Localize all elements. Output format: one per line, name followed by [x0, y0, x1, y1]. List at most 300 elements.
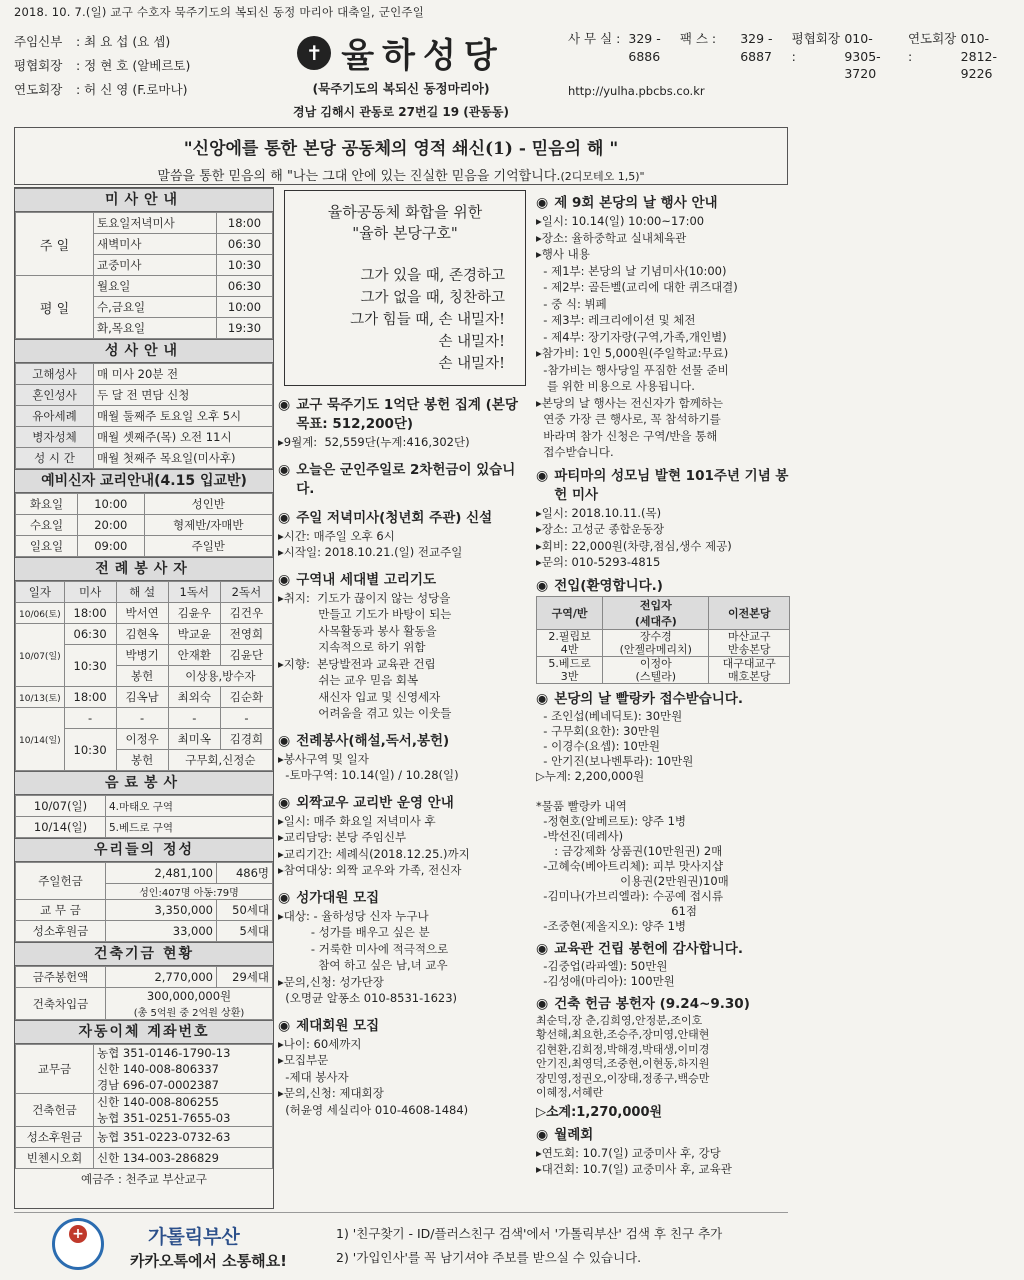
server-commentator: 김옥남 [116, 687, 168, 708]
notice-heading [278, 461, 532, 499]
class-day: 일요일 [16, 536, 78, 557]
server-date: 10/13(토) [16, 687, 65, 708]
notice-line: - 이경수(요셉): 10만원 [536, 738, 661, 753]
sacrament-row [16, 427, 273, 448]
bullet-icon: ◉ [536, 1126, 549, 1143]
notice-line: -조중현(제올지오): 양주 1병 [536, 918, 687, 933]
notice-block [278, 509, 532, 561]
servers-col-header: 2독서 [220, 582, 272, 603]
notice-heading [536, 940, 790, 959]
offering-amount: 3,350,000 [106, 900, 217, 921]
sacrament-name: 유아세례 [16, 406, 94, 427]
transfer-col-header: 구역/반 [537, 596, 603, 629]
notice-line: 어려움을 겪고 있는 이웃들 [278, 706, 452, 720]
building-fund-table [15, 966, 273, 1020]
notice-title: 구역내 세대별 고리기도 [296, 571, 437, 588]
server-offering: 구무회,신정순 [168, 750, 272, 771]
mass-time: 06:30 [217, 234, 273, 255]
header-info-row [14, 54, 269, 78]
mass-name: 교중미사 [94, 255, 217, 276]
notice-heading [278, 889, 532, 908]
notice-title: 오늘은 군인주일로 2차헌금이 있습니다. [296, 461, 516, 497]
donor-line: 황선해,최요한,조승주,장미영,안태현 [536, 1028, 710, 1041]
account-number: 신한 134-003-286829 [97, 1151, 219, 1165]
notice-title: 전례봉사(해설,독서,봉헌) [296, 732, 450, 749]
account-numbers [94, 1148, 273, 1169]
donor-total: ▷소계:1,270,000원 [536, 1104, 663, 1120]
notice-line: ▸교리기간: 세례식(2018.12.25.)까지 [278, 846, 470, 861]
notice-heading [278, 732, 532, 751]
notice-line: 바라며 참가 신청은 구역/반을 통해 [536, 428, 718, 443]
server-commentator: 김현옥 [116, 624, 168, 645]
notice-line: ▸문의: 010-5293-4815 [536, 555, 661, 569]
transfer-cell: 2.필립보 4반 [537, 629, 603, 656]
transfer-cell: 대구대교구 매호본당 [709, 656, 790, 683]
logo-title: 가톨릭부산 [148, 1226, 240, 1248]
account-table [15, 1044, 273, 1169]
notice-line: 지속적으로 하기 위함 [278, 640, 426, 654]
server-commentator: 박서연 [116, 603, 168, 624]
class-name: 형제반/자매반 [144, 515, 272, 536]
account-title: 자동이체 계좌번호 [15, 1020, 273, 1044]
notice-line: 이용권(2만원권)10매 [536, 873, 729, 888]
server-date: 10/07(일) [16, 624, 65, 687]
building-row [16, 967, 273, 988]
notice-line: -정현호(알베르토): 양주 1병 [536, 813, 687, 828]
notice-block [536, 690, 790, 934]
account-name: 성소후원금 [16, 1127, 94, 1148]
motto-line2: "율하 본당구호" [352, 224, 458, 242]
slogan-banner [14, 127, 788, 185]
notice-line: ▸일시: 10.14(일) 10:00~17:00 [536, 214, 705, 228]
notice-title: 건축 헌금 봉헌자 (9.24~9.30) [554, 995, 750, 1012]
notice-block [536, 194, 790, 461]
servers-col-header: 일자 [16, 582, 65, 603]
notice-line: -김미나(가브리엘라): 수공예 접시류 [536, 888, 724, 903]
account-row [16, 1148, 273, 1169]
notice-heading [536, 1126, 790, 1145]
sacrament-name: 혼인성사 [16, 385, 94, 406]
bullet-icon: ◉ [536, 690, 549, 707]
info-value: : 허 신 영 (F.로마나) [76, 82, 188, 97]
server-commentator: 박병기 [116, 645, 168, 666]
account-name: 교무금 [16, 1045, 94, 1094]
notice-line: ▸일시: 2018.10.11.(목) [536, 505, 662, 520]
notice-line: -참가비는 행사당일 푸짐한 선물 준비 [536, 362, 729, 377]
transfer-cell: 이정아 (스텔라) [603, 656, 709, 683]
notice-title: 전입(환영합니다.) [554, 577, 663, 594]
notice-line: ▸대상: - 율하성당 신자 누구나 [278, 908, 429, 923]
beverage-group: 5.베드로 구역 [106, 817, 273, 838]
notice-line: -토마구역: 10.14(일) / 10.28(일) [278, 768, 459, 782]
notice-title: 파티마의 성모님 발현 101주년 기념 봉헌 미사 [554, 467, 789, 503]
building-name: 건축차입금 [16, 988, 106, 1020]
beverage-row [16, 817, 273, 838]
bullet-icon: ◉ [278, 794, 291, 811]
offering-count: 50세대 [217, 900, 273, 921]
sacrament-detail: 매월 둘째주 토요일 오후 5시 [94, 406, 273, 427]
notice-line: 61점 [536, 903, 697, 918]
notice-heading [278, 1017, 532, 1036]
notice-title: 본당의 날 빨랑카 접수받습니다. [554, 690, 743, 707]
notice-heading [278, 396, 532, 434]
beverage-row [16, 796, 273, 817]
server-reader1: 박교윤 [168, 624, 220, 645]
server-mass: - [64, 708, 116, 729]
servers-header [16, 582, 273, 603]
bullet-icon: ◉ [278, 461, 291, 478]
bullet-icon: ◉ [536, 577, 549, 594]
contact-value: 329 - 6887 [740, 31, 773, 64]
sacrament-row [16, 448, 273, 469]
motto-line1: 율하공동체 화합을 위한 [327, 203, 483, 221]
mass-time: 10:00 [217, 297, 273, 318]
beverage-table [15, 795, 273, 838]
notice-line: 연중 가장 큰 행사로, 꼭 참석하기를 [536, 412, 721, 426]
notice-line: ▸장소: 율하중학교 실내체육관 [536, 230, 687, 245]
server-mass: 18:00 [64, 687, 116, 708]
server-commentator: - [116, 708, 168, 729]
donor-line: 이혜정,서혜란 [536, 1086, 604, 1099]
parish-motto-box [284, 190, 526, 386]
server-mass: 06:30 [64, 624, 116, 645]
header-info-row [14, 78, 269, 102]
parish-url[interactable]: http://yulha.pbcbs.co.kr [568, 83, 705, 98]
bullet-icon: ◉ [536, 195, 549, 211]
notice-line: - 중 식: 뷔페 [536, 296, 607, 311]
transfer-cell: 마산교구 반송본당 [709, 629, 790, 656]
notice-title: 교육관 건립 봉헌에 감사합니다. [554, 940, 743, 957]
notice-line: ▸봉사구역 및 일자 [278, 751, 369, 766]
account-number: 농협 351-0223-0732-63 [97, 1130, 231, 1144]
server-mass: 18:00 [64, 603, 116, 624]
sacrament-row [16, 364, 273, 385]
transfer-col-header: 전입자 (세대주) [603, 596, 709, 629]
cross-icon: ✝ [297, 36, 331, 70]
notice-line: (오명균 알퐁소 010-8531-1623) [278, 991, 458, 1005]
account-number: 농협 351-0251-7655-03 [97, 1111, 231, 1125]
beverage-title: 음료봉사 [15, 771, 273, 795]
mass-group: 주 일 [16, 213, 94, 276]
class-time: 10:00 [78, 494, 145, 515]
transfer-cell: 5.베드로 3반 [537, 656, 603, 683]
offering-breakdown: 성인:407명 아동:79명 [106, 884, 273, 900]
donor-line: 장민영,정권오,이장태,정종구,백승만 [536, 1071, 710, 1085]
transfer-row [537, 656, 790, 683]
notice-line: -박선진(데레사) [536, 828, 624, 843]
sacrament-row [16, 406, 273, 427]
notice-line: ▸참가비: 1인 5,000원(주일학교:무료) [536, 346, 729, 360]
class-name: 주일반 [144, 536, 272, 557]
contact-row [568, 30, 680, 83]
contact-value: 329 - 6886 [628, 31, 661, 64]
server-commentator: 이정우 [116, 729, 168, 750]
notice-block [278, 889, 532, 1007]
header-contact-info [568, 30, 997, 100]
notice-title: 제대회원 모집 [296, 1017, 380, 1034]
server-mass: 10:30 [64, 729, 116, 771]
info-label: 연도회장 [14, 82, 63, 97]
server-row [16, 708, 273, 729]
notice-line: 새신자 입교 및 신영세자 [278, 689, 441, 704]
notice-line: - 제4부: 장기자랑(구역,가족,개인별) [536, 329, 727, 344]
notice-line: - 안기진(보나벤투라): 10만원 [536, 753, 694, 768]
account-number: 신한 140-008-806255 [97, 1095, 219, 1109]
notice-title: 성가대원 모집 [296, 889, 380, 906]
offering-name: 주일헌금 [16, 863, 106, 900]
mass-time: 06:30 [217, 276, 273, 297]
notice-line: 를 위한 비용으로 사용됩니다. [536, 379, 695, 393]
slogan-line: 말씀을 통한 믿음의 해 "나는 그대 안에 있는 진실한 믿음을 기억합니다.(2디모테오 1,5)" [157, 169, 645, 184]
server-reader2: 김건우 [220, 603, 272, 624]
beverage-date: 10/07(일) [16, 796, 106, 817]
offering-amount: 33,000 [106, 921, 217, 942]
mass-name: 수,금요일 [94, 297, 217, 318]
building-count: 29세대 [217, 967, 273, 988]
donor-block [536, 995, 790, 1120]
mass-name: 화,목요일 [94, 318, 217, 339]
meeting-line: ▸대건회: 10.7(일) 교중미사 후, 교육관 [536, 1162, 732, 1176]
class-time: 20:00 [78, 515, 145, 536]
server-reader1: 안재환 [168, 645, 220, 666]
logo-subtitle: 카카오톡에서 소통해요! [130, 1252, 287, 1270]
server-reader2: 김순화 [220, 687, 272, 708]
notice-block [278, 794, 532, 879]
notice-line: ▸참여대상: 외짝 교우와 가족, 전신자 [278, 863, 462, 877]
class-day: 수요일 [16, 515, 78, 536]
notice-heading [536, 690, 790, 709]
notice-title: 월례회 [554, 1126, 594, 1143]
offering-title: 우리들의 정성 [15, 838, 273, 862]
offering-row [16, 900, 273, 921]
server-row [16, 687, 273, 708]
loan-total: 300,000,000원 [146, 989, 232, 1003]
notice-line: 접수받습니다. [536, 445, 614, 459]
account-numbers [94, 1127, 273, 1148]
contact-label: 사 무 실 : [568, 31, 621, 46]
notice-block [278, 732, 532, 784]
notice-block [536, 940, 790, 989]
bullet-icon: ◉ [278, 571, 291, 588]
mass-name: 새벽미사 [94, 234, 217, 255]
sacrament-name: 성 시 간 [16, 448, 94, 469]
class-day: 화요일 [16, 494, 78, 515]
notice-line: - 거룩한 미사에 적극적으로 [278, 941, 449, 956]
notice-line: -고혜숙(베아트리체): 피부 맛사지샵 [536, 858, 724, 873]
class-name: 성인반 [144, 494, 272, 515]
notice-line: ▸회비: 22,000원(차량,점심,생수 제공) [536, 538, 732, 553]
notice-title: 제 9회 본당의 날 행사 안내 [554, 195, 718, 211]
server-reader1: 최외숙 [168, 687, 220, 708]
offering-name: 성소후원금 [16, 921, 106, 942]
notice-line: ▸9월계: 52,559단(누계:416,302단) [278, 435, 470, 449]
notice-heading [536, 995, 790, 1014]
notice-title: 주일 저녁미사(청년회 주관) 신설 [296, 509, 493, 526]
notice-heading [278, 509, 532, 528]
motto-phrase: 손 내밀자! [438, 356, 505, 372]
notice-line: ▸시작일: 2018.10.21.(일) 전교주일 [278, 545, 463, 559]
servers-table [15, 581, 273, 771]
contact-label: 평협회장 : [791, 31, 840, 64]
building-amount: 2,770,000 [106, 967, 217, 988]
bullet-icon: ◉ [278, 397, 291, 413]
catechumen-row [16, 515, 273, 536]
notice-line: ▸행사 내용 [536, 247, 590, 261]
right-news-column [536, 188, 790, 1208]
left-info-column [14, 187, 274, 1209]
server-commentator: 봉헌 [116, 666, 168, 687]
notice-title: 외짝교우 교리반 운영 안내 [296, 794, 454, 811]
motto-phrase: 손 내밀자! [438, 334, 505, 350]
donor-line: 최순덕,장 춘,김희영,안정분,조이호 [536, 1013, 703, 1027]
offering-name: 교 무 금 [16, 900, 106, 921]
mass-row [16, 276, 273, 297]
kakao-instructions [336, 1222, 786, 1270]
offering-row [16, 863, 273, 884]
notice-heading [278, 794, 532, 813]
transfer-row [537, 629, 790, 656]
servers-col-header: 1독서 [168, 582, 220, 603]
notice-line: ▸교리담당: 본당 주임신부 [278, 830, 407, 844]
notice-heading [536, 194, 790, 213]
contact-value: 010-2812-9226 [960, 31, 997, 81]
notice-block [536, 467, 790, 571]
contact-label: 팩 스 : [679, 31, 717, 46]
mass-name: 월요일 [94, 276, 217, 297]
slogan-title: "신앙에를 통한 본당 공동체의 영적 쇄신(1) - 믿음의 해 " [183, 139, 619, 159]
mass-schedule-table [15, 212, 273, 339]
meeting-line: ▸연도회: 10.7(일) 교중미사 후, 강당 [536, 1145, 721, 1160]
notice-heading [536, 467, 790, 505]
notice-line: *물품 빨랑카 내역 [536, 798, 627, 813]
server-reader2: - [220, 708, 272, 729]
offering-row [16, 921, 273, 942]
notice-line: ▸일시: 매주 화요일 저녁미사 후 [278, 813, 436, 828]
sacrament-table [15, 363, 273, 469]
sacrament-row [16, 385, 273, 406]
contact-label: 연도회장 : [907, 31, 957, 64]
notice-title: 교구 묵주기도 1억단 봉헌 집계 (본당 목표: 512,200단) [296, 397, 518, 432]
notice-line: - 제1부: 본당의 날 기념미사(10:00) [536, 263, 727, 278]
loan-note: (총 5억원 중 2억원 상환) [133, 1008, 245, 1019]
notice-line: 만들고 기도가 바탕이 되는 [278, 607, 452, 621]
notice-line: ▷누계: 2,200,000원 [536, 768, 645, 783]
server-commentator: 봉헌 [116, 750, 168, 771]
bullet-icon: ◉ [278, 509, 291, 526]
building-name: 금주봉헌액 [16, 967, 106, 988]
instruction-2: 2) '가입인사'를 꼭 남기셔야 주보를 받으실 수 있습니다. [336, 1250, 642, 1265]
notice-line: ▸본당의 날 행사는 전신자가 함께하는 [536, 395, 724, 410]
mass-time: 19:30 [217, 318, 273, 339]
notice-line: - 구무회(요한): 30만원 [536, 723, 661, 738]
info-value: : 정 현 호 (알베르토) [76, 58, 191, 73]
server-reader1: 김윤우 [168, 603, 220, 624]
transfer-header [537, 596, 790, 629]
sacrament-detail: 두 달 전 면담 신청 [94, 385, 273, 406]
beverage-group: 4.마태오 구역 [106, 796, 273, 817]
server-row [16, 624, 273, 645]
offering-count: 486명 [217, 863, 273, 884]
mass-group: 평 일 [16, 276, 94, 339]
mass-schedule-title: 미사안내 [15, 188, 273, 212]
account-row [16, 1094, 273, 1127]
motto-phrase: 그가 있을 때, 존경하고 [360, 268, 505, 284]
notice-line: 참여 하고 싶은 남,녀 교우 [278, 958, 448, 972]
server-date: 10/14(일) [16, 708, 65, 771]
account-numbers [94, 1045, 273, 1094]
servers-col-header: 해 설 [116, 582, 168, 603]
server-row [16, 603, 273, 624]
beverage-date: 10/14(일) [16, 817, 106, 838]
account-row [16, 1045, 273, 1094]
header-left-info [14, 30, 269, 102]
contact-row [680, 30, 792, 83]
contact-row [908, 30, 1024, 83]
server-reader2: 김윤단 [220, 645, 272, 666]
bullet-icon: ◉ [536, 995, 549, 1012]
notice-line: -제대 봉사자 [278, 1069, 349, 1084]
contact-value: 010-9305-3720 [844, 31, 881, 81]
sacrament-detail: 매월 셋째주(목) 오전 11시 [94, 427, 273, 448]
notice-block [278, 396, 532, 451]
bullet-icon: ◉ [536, 467, 549, 484]
bullet-icon: ◉ [278, 1017, 291, 1034]
instruction-1: 1) '친구찾기 - ID/플러스친구 검색'에서 '가톨릭부산' 검색 후 친구 추가 [336, 1226, 723, 1241]
parish-name: 율하성당 [341, 36, 505, 76]
notice-line: (허윤영 세실리아 010-4608-1484) [278, 1102, 469, 1117]
notice-line: : 금강제화 상품권(10만원권) 2매 [536, 843, 723, 858]
issue-date-line: 2018. 10. 7.(일) 교구 수호자 묵주기도의 복되신 동정 마리아 대축일, 군인주일 [14, 5, 424, 19]
donor-line: 안기진,최영덕,조중현,이현동,하지원 [536, 1057, 710, 1070]
server-date: 10/06(토) [16, 603, 65, 624]
notice-line: - 제3부: 레크리에이션 및 체전 [536, 313, 696, 327]
notice-line: ▸시간: 매주일 오후 6시 [278, 528, 395, 543]
header-info-row [14, 30, 269, 54]
notice-heading [278, 571, 532, 590]
catholic-busan-logo-icon: + [52, 1218, 104, 1270]
kakao-promo-logo [30, 1218, 320, 1276]
server-reader1: 최미옥 [168, 729, 220, 750]
info-label: 주임신부 [14, 34, 63, 49]
transfer-block [536, 577, 790, 684]
servers-col-header: 미사 [64, 582, 116, 603]
notice-line: 쉬는 교우 믿음 회복 [278, 673, 419, 687]
catechumen-row [16, 494, 273, 515]
building-row [16, 988, 273, 1020]
server-reader2: 김경희 [220, 729, 272, 750]
notice-line: ▸문의,신청: 제대회장 [278, 1086, 384, 1100]
mass-time: 18:00 [217, 213, 273, 234]
account-number: 경남 696-07-0002387 [97, 1078, 219, 1092]
account-number: 신한 140-008-806337 [97, 1062, 219, 1076]
building-amount [106, 988, 273, 1020]
contact-row [792, 30, 908, 83]
sacrament-detail: 매월 첫째주 목요일(미사후) [94, 448, 273, 469]
info-value: : 최 요 섭 (요 셉) [76, 34, 171, 49]
account-owner: 예금주 : 천주교 부산교구 [81, 1172, 207, 1186]
notice-line: ▸모집부문 [278, 1053, 329, 1067]
transfer-cell: 장수경 (안젤라메리치) [603, 629, 709, 656]
meeting-block [536, 1126, 790, 1178]
bullet-icon: ◉ [278, 732, 291, 749]
notice-block [278, 571, 532, 722]
class-time: 09:00 [78, 536, 145, 557]
catechumen-row [16, 536, 273, 557]
notice-line: -김성애(마리아): 100만원 [536, 973, 675, 988]
sacrament-name: 고해성사 [16, 364, 94, 385]
sacrament-detail: 매 미사 20분 전 [94, 364, 273, 385]
catechumen-title: 예비신자 교리안내(4.15 입교반) [15, 469, 273, 493]
